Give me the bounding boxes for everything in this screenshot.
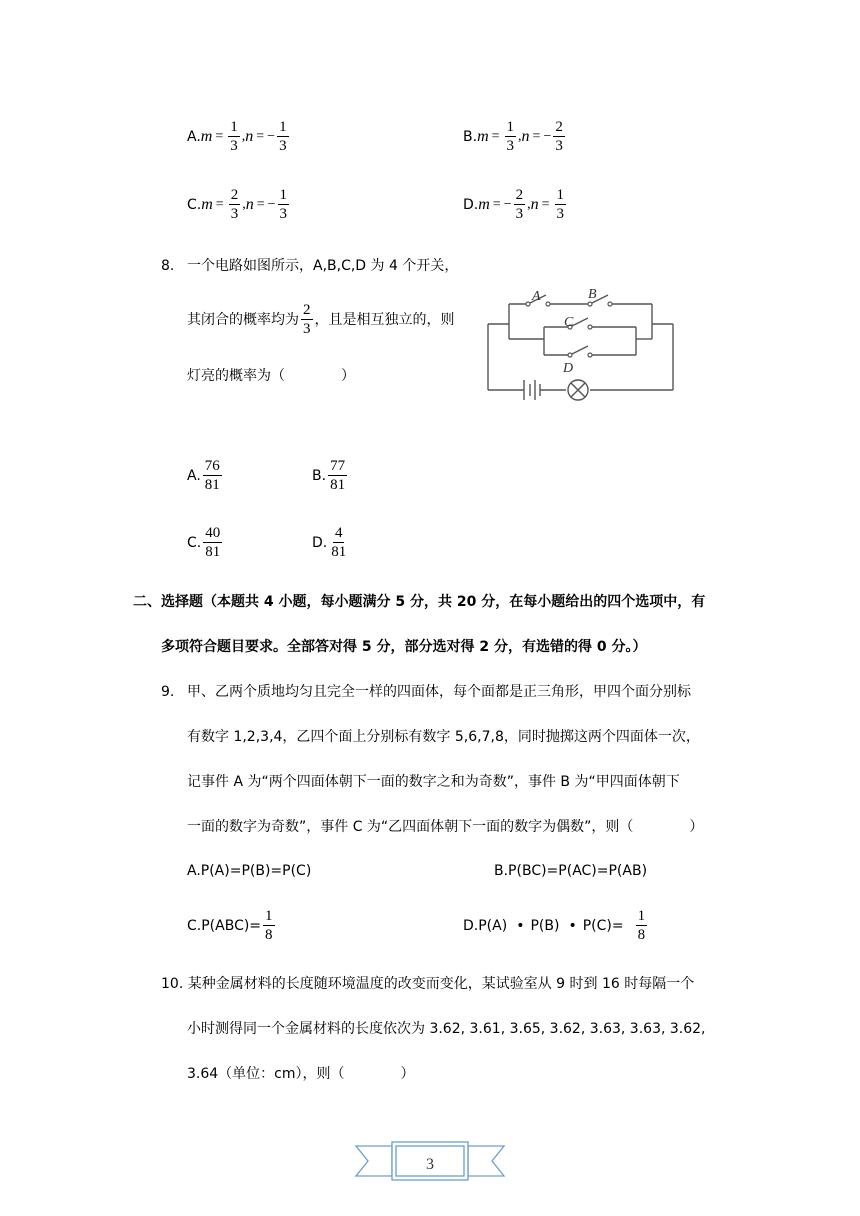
q9-line3: 记事件 A 为“两个四面体朝下一面的数字之和为奇数”，事件 B 为“甲四面体朝下	[187, 774, 680, 790]
q9-option-a: A.P(A)=P(B)=P(C)	[187, 863, 312, 879]
fraction: $\frac{1}{8}$	[637, 908, 646, 943]
fraction: $\frac{40}{81}$	[205, 525, 221, 560]
q10-line3: 3.64（单位：cm），则（ ）	[187, 1066, 415, 1082]
q9-option-c: C.P(ABC)= $\frac{1}{8}$	[187, 908, 273, 943]
fraction: $\frac{2}{3}$	[303, 302, 311, 337]
q10-line2: 小时测得同一个金属材料的长度依次为 3.62, 3.61, 3.65, 3.62, 3.63, 3.63, 3.62,	[187, 1021, 706, 1037]
q7-option-b: B. m = $\frac{1}{3}$ , n = − $\frac{2}{3}$	[463, 119, 563, 154]
q8-line1: 一个电路如图所示，A,B,C,D 为 4 个开关，	[187, 258, 459, 274]
fraction: $\frac{1}{3}$	[556, 187, 565, 222]
fraction: $\frac{1}{3}$	[506, 119, 515, 154]
q9-line1: 甲、乙两个质地均匀且完全一样的四面体，每个面都是正三角形，甲四个面分别标	[187, 684, 691, 700]
q10-line1: 10. 某种金属材料的长度随环境温度的改变而变化，某试验室从 9 时到 16 时每隔一个	[161, 976, 695, 992]
fraction: $\frac{1}{3}$	[230, 119, 238, 154]
q7-option-a: A. m = $\frac{1}{3}$ , n = − $\frac{1}{3}$	[187, 119, 287, 154]
switch-label-d: D	[563, 361, 574, 376]
section-2-heading-line2: 多项符合题目要求。全部答对得 5 分，部分选对得 2 分，有选错的得 0 分。）	[161, 639, 647, 655]
fraction: $\frac{2}{3}$	[555, 119, 563, 154]
fraction: $\frac{2}{3}$	[230, 187, 239, 222]
q9-line4: 一面的数字为奇数”，事件 C 为“乙四面体朝下一面的数字为偶数”，则（ ）	[187, 819, 704, 835]
q8-option-c: C. $\frac{40}{81}$	[187, 525, 221, 560]
q8-option-a: A. $\frac{76}{81}$	[187, 458, 220, 493]
q8-option-d: D. $\frac{4}{81}$	[312, 525, 347, 560]
q8-line3: 灯亮的概率为（ ）	[187, 368, 355, 384]
switch-label-c: C	[564, 315, 574, 330]
section-2-heading-line1: 二、选择题（本题共 4 小题，每小题满分 5 分，共 20 分，在每小题给出的四个选项中，有	[133, 594, 706, 610]
fraction: $\frac{1}{3}$	[279, 187, 288, 222]
circuit-diagram	[484, 284, 678, 410]
q7-option-c: C. m = $\frac{2}{3}$ , n = − $\frac{1}{3}$	[187, 187, 288, 222]
fraction: $\frac{1}{8}$	[265, 908, 273, 943]
fraction: $\frac{1}{3}$	[279, 119, 287, 154]
q8-line2: 其闭合的概率均为 $\frac{2}{3}$ ，且是相互独立的，则	[187, 302, 455, 337]
page-number: 3	[426, 1156, 434, 1173]
q9-option-b: B.P(BC)=P(AC)=P(AB)	[494, 863, 648, 879]
fraction: $\frac{76}{81}$	[204, 458, 220, 493]
fraction: $\frac{4}{81}$	[331, 525, 347, 560]
fraction: $\frac{77}{81}$	[330, 458, 346, 493]
q8-number: 8.	[161, 258, 175, 274]
q9-line2: 有数字 1,2,3,4，乙四个面上分别标有数字 5,6,7,8，同时抛掷这两个四面体一次，	[187, 729, 700, 745]
q8-option-b: B. $\frac{77}{81}$	[312, 458, 346, 493]
q9-number: 9.	[161, 684, 175, 700]
switch-label-a: A	[532, 289, 541, 304]
fraction: $\frac{2}{3}$	[515, 187, 524, 222]
q9-option-d: D.P(A) • P(B) • P(C)= $\frac{1}{8}$	[463, 908, 646, 943]
switch-label-b: B	[588, 287, 597, 302]
q7-option-d: D. m = − $\frac{2}{3}$ , n = $\frac{1}{3}$	[463, 187, 565, 222]
